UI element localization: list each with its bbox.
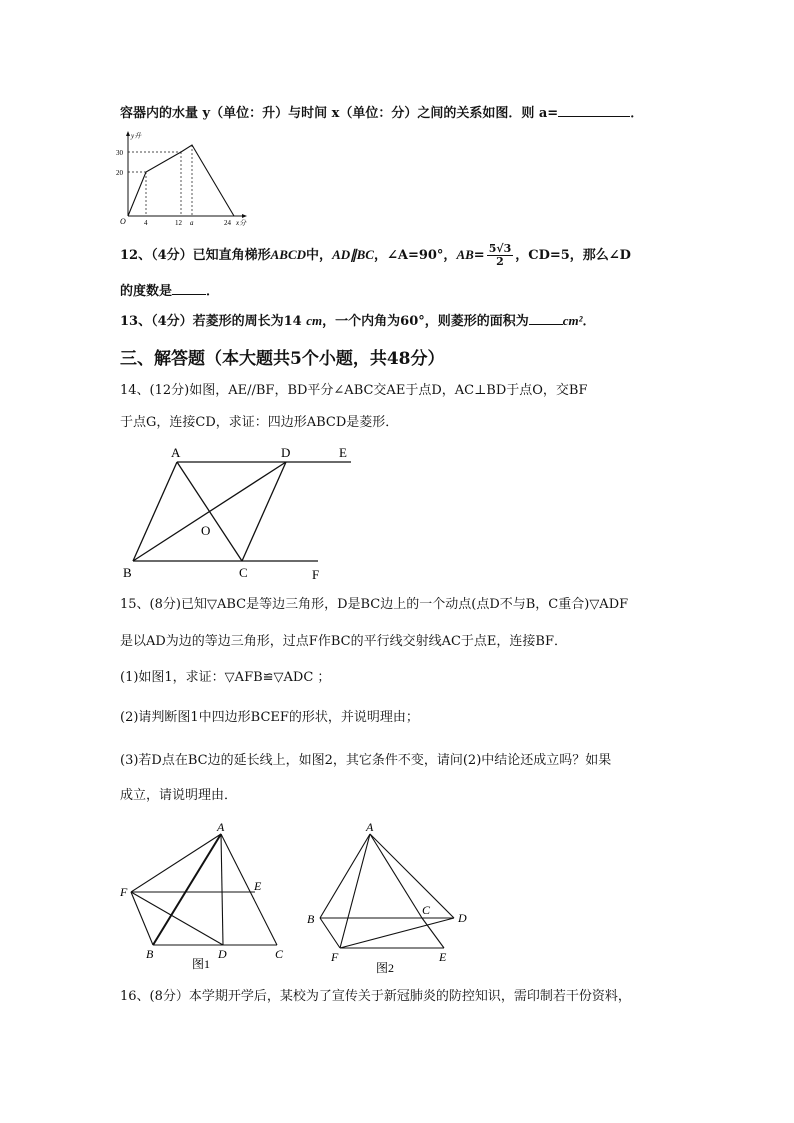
q12-line1: 12、（4分）已知直角梯形ABCD中，AD∥BC，∠A=90°，AB= $\frac{5√3}{2}$ ，CD=5，那么∠D xyxy=(120,242,631,268)
origin-label: O xyxy=(120,217,126,226)
q16-line1: 16、(8分）本学期开学后，某校为了宣传关于新冠肺炎的防控知识，需印制若干份资料， xyxy=(120,989,631,1004)
q14-line2: 于点G，连接CD，求证：四边形ABCD是菱形． xyxy=(120,415,399,430)
y-tick-20: 20 xyxy=(116,169,123,177)
fig1-label-D: D xyxy=(218,947,227,961)
fig2-label-E: E xyxy=(439,950,447,964)
ab-fraction: $\frac{5√3}{2}$ xyxy=(488,242,512,268)
q11-line: 容器内的水量 y（单位：升）与时间 x（单位：分）之间的关系如图．则 a= ． xyxy=(120,106,644,121)
x-tick-a: a xyxy=(190,219,194,227)
fig2-label-A: A xyxy=(366,820,374,834)
x-tick-12: 12 xyxy=(175,219,182,227)
q15-part2: (2)请判断图1中四边形BCEF的形状，并说明理由； xyxy=(120,710,419,725)
x-tick-24: 24 xyxy=(224,219,231,227)
label-A: A xyxy=(171,445,181,460)
q15-part1: (1)如图1，求证：▽AFB≌▽ADC ； xyxy=(120,670,331,685)
rhombus-figure xyxy=(115,440,365,585)
q15-part3b: 成立，请说明理由． xyxy=(120,788,238,803)
label-E: E xyxy=(339,445,347,460)
y-axis-label: y升 xyxy=(131,132,142,140)
label-D: D xyxy=(281,445,291,460)
fig1-label-A: A xyxy=(217,820,225,834)
q11-text: 容器内的水量 y（单位：升）与时间 x（单位：分）之间的关系如图．则 a= xyxy=(120,106,559,121)
fig1-label-F: F xyxy=(120,885,128,899)
label-O: O xyxy=(201,523,211,538)
fig2-label-F: F xyxy=(331,950,339,964)
fig1-label-C: C xyxy=(275,947,284,961)
figure-1 xyxy=(115,818,295,973)
label-B: B xyxy=(123,565,132,580)
y-tick-30: 30 xyxy=(116,149,123,157)
q13-answer-blank[interactable] xyxy=(529,312,563,325)
section-heading: 三、解答题（本大题共5个小题，共48分） xyxy=(120,349,445,369)
fig1-label-B: B xyxy=(146,947,154,961)
label-F: F xyxy=(312,567,320,582)
q15-line2: 是以AD为边的等边三角形，过点F作BC的平行线交射线AC于点E，连接BF． xyxy=(120,634,567,649)
q11-answer-blank[interactable] xyxy=(558,104,630,117)
label-C: C xyxy=(239,565,248,580)
q13-line: 13、（4分）若菱形的周长为14 cm，一个内角为60°，则菱形的面积为 cm²． xyxy=(120,313,596,329)
q15-part3: (3)若D点在BC边的延长线上，如图2，其它条件不变，请问(2)中结论还成立吗？如果 xyxy=(120,753,612,768)
fig2-label-B: B xyxy=(307,912,315,926)
fig2-label-C: C xyxy=(422,903,431,917)
fig2-caption: 图2 xyxy=(376,961,395,975)
x-tick-4: 4 xyxy=(144,219,148,227)
x-axis-label: x分 xyxy=(236,219,247,227)
q14-line1: 14、(12分)如图，AE//BF，BD平分∠ABC交AE于点D，AC⊥BD于点O，交BF xyxy=(120,383,588,398)
q12-line2: 的度数是 ． xyxy=(120,284,220,299)
water-volume-graph xyxy=(112,128,252,228)
figure-2 xyxy=(300,818,480,978)
q12-answer-blank[interactable] xyxy=(172,282,206,295)
q15-line1: 15、(8分)已知▽ABC是等边三角形，D是BC边上的一个动点(点D不与B，C重合)▽ADF xyxy=(120,597,629,612)
fig2-label-D: D xyxy=(458,911,467,925)
fig1-caption: 图1 xyxy=(192,957,211,971)
fig1-label-E: E xyxy=(254,879,262,893)
